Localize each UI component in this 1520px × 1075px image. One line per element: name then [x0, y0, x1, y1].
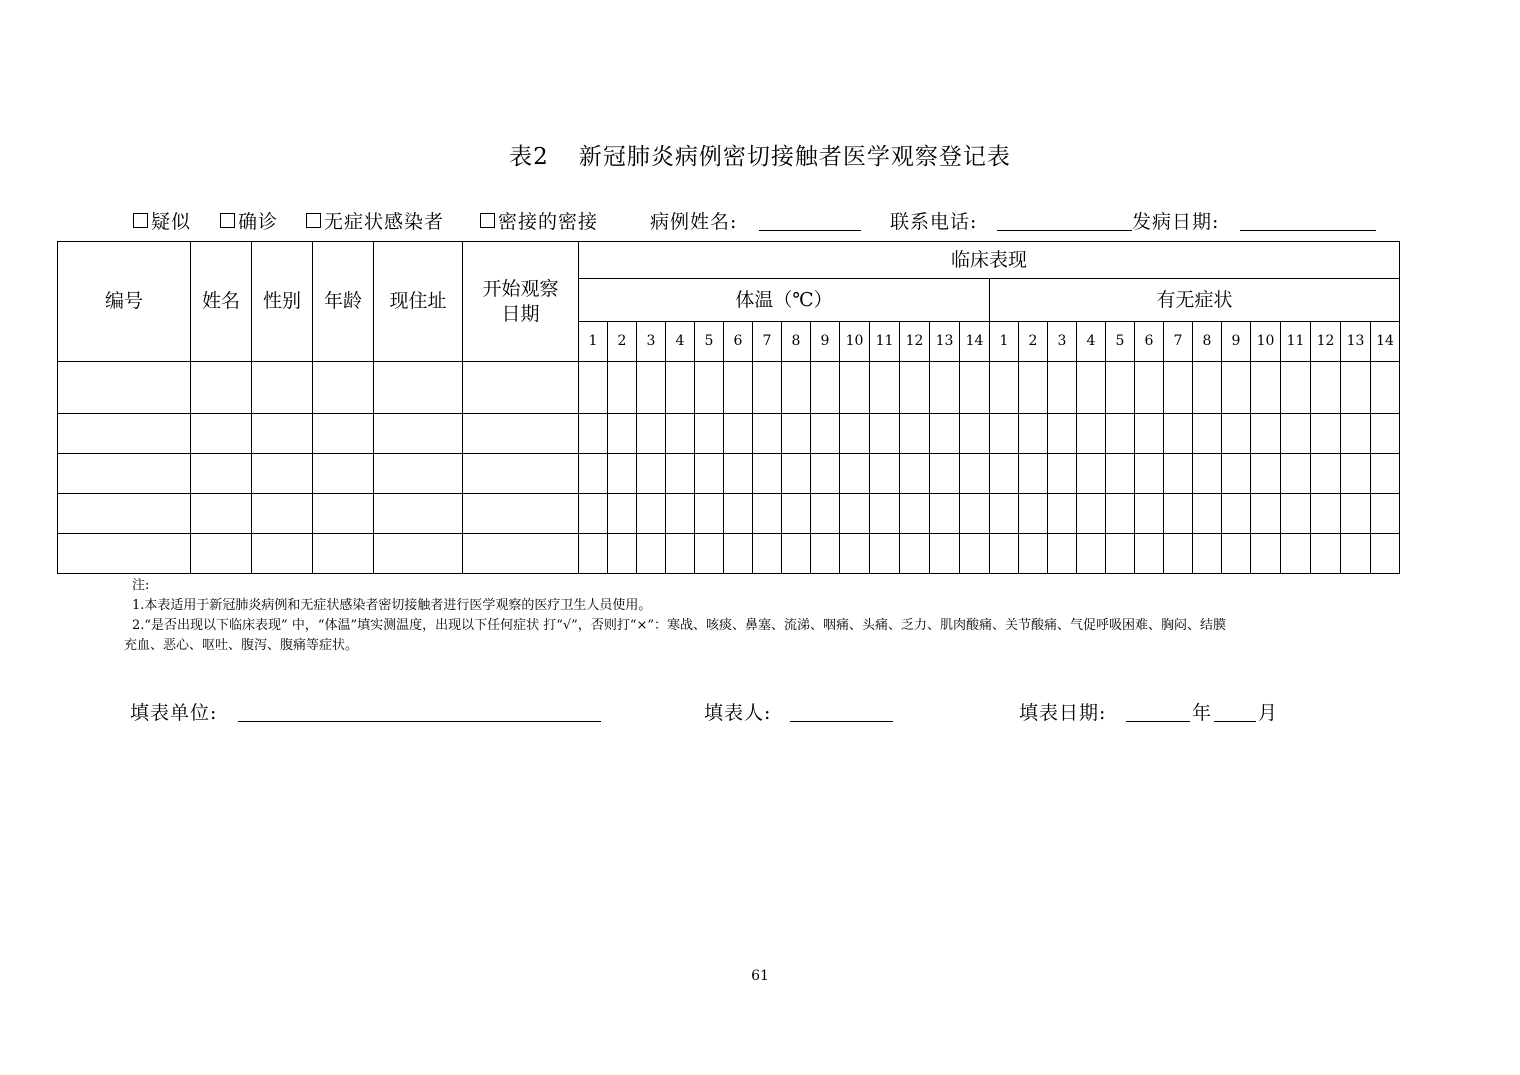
cell-temperature[interactable] [811, 494, 840, 534]
cell-symptom[interactable] [1077, 414, 1106, 454]
table-row [58, 362, 1400, 414]
cell-temperature[interactable] [782, 494, 811, 534]
cell-temperature[interactable] [695, 494, 724, 534]
cell-symptom[interactable] [1341, 534, 1371, 574]
cell-symptom[interactable] [990, 454, 1019, 494]
cell-symptom[interactable] [1106, 362, 1135, 414]
cell-temperature[interactable] [753, 494, 782, 534]
year-label: 年 [1192, 702, 1213, 724]
cell-temperature[interactable] [960, 494, 990, 534]
cell-symptom[interactable] [1311, 362, 1341, 414]
cell-symptom[interactable] [1048, 454, 1077, 494]
phone-field[interactable] [997, 230, 1132, 231]
cell-symptom[interactable] [1193, 454, 1222, 494]
cell-temperature[interactable] [753, 454, 782, 494]
symptom-day-12: 12 [1311, 322, 1341, 362]
cell-symptom[interactable] [1106, 454, 1135, 494]
cell-address[interactable] [374, 454, 463, 494]
cell-symptom[interactable] [1077, 362, 1106, 414]
cell-symptom[interactable] [1222, 454, 1251, 494]
header-temperature: 体温（℃） [579, 279, 990, 322]
temp-day-14: 14 [960, 322, 990, 362]
cell-temperature[interactable] [900, 534, 930, 574]
table-row [58, 534, 1400, 574]
cell-sex[interactable] [252, 494, 313, 534]
cell-symptom[interactable] [1164, 362, 1193, 414]
cell-symptom[interactable] [1193, 414, 1222, 454]
cell-temperature[interactable] [930, 362, 960, 414]
cell-symptom[interactable] [1341, 494, 1371, 534]
cell-address[interactable] [374, 494, 463, 534]
cell-temperature[interactable] [960, 454, 990, 494]
cell-symptom[interactable] [1341, 414, 1371, 454]
cell-id[interactable] [58, 454, 191, 494]
cell-temperature[interactable] [695, 362, 724, 414]
cell-temperature[interactable] [870, 534, 900, 574]
cell-start-date[interactable] [463, 414, 579, 454]
cell-symptom[interactable] [1077, 454, 1106, 494]
temp-day-7: 7 [753, 322, 782, 362]
cell-symptom[interactable] [1019, 454, 1048, 494]
case-type-options [133, 207, 1393, 237]
cell-temperature[interactable] [695, 454, 724, 494]
cell-temperature[interactable] [724, 414, 753, 454]
cell-age[interactable] [313, 454, 374, 494]
cell-symptom[interactable] [1135, 362, 1164, 414]
month-label: 月 [1258, 702, 1279, 724]
note-1: 1.本表适用于新冠肺炎病例和无症状感染者密切接触者进行医学观察的医疗卫生人员使用。 [132, 598, 652, 613]
cell-symptom[interactable] [1281, 494, 1311, 534]
cell-temperature[interactable] [724, 494, 753, 534]
cell-temperature[interactable] [870, 414, 900, 454]
cell-temperature[interactable] [579, 534, 608, 574]
cell-temperature[interactable] [666, 414, 695, 454]
cell-temperature[interactable] [930, 534, 960, 574]
temp-day-6: 6 [724, 322, 753, 362]
onset-date-field[interactable] [1240, 230, 1376, 231]
cell-symptom[interactable] [1019, 494, 1048, 534]
cell-temperature[interactable] [930, 454, 960, 494]
cell-age[interactable] [313, 534, 374, 574]
cell-temperature[interactable] [840, 414, 870, 454]
cell-symptom[interactable] [990, 414, 1019, 454]
table-row [58, 414, 1400, 454]
temp-day-9: 9 [811, 322, 840, 362]
cell-symptom[interactable] [1048, 414, 1077, 454]
cell-name[interactable] [191, 494, 252, 534]
cell-temperature[interactable] [811, 534, 840, 574]
cell-temperature[interactable] [840, 534, 870, 574]
cell-temperature[interactable] [666, 534, 695, 574]
cell-symptom[interactable] [1222, 534, 1251, 574]
cell-symptom[interactable] [1281, 362, 1311, 414]
cell-symptom[interactable] [1281, 534, 1311, 574]
cell-symptom[interactable] [1164, 454, 1193, 494]
cell-temperature[interactable] [840, 362, 870, 414]
temp-day-8: 8 [782, 322, 811, 362]
cell-temperature[interactable] [930, 494, 960, 534]
cell-temperature[interactable] [579, 494, 608, 534]
cell-sex[interactable] [252, 534, 313, 574]
cell-symptom[interactable] [1077, 494, 1106, 534]
cell-symptom[interactable] [1019, 534, 1048, 574]
header-start-date-line2: 日期 [501, 302, 540, 325]
cell-symptom[interactable] [1193, 362, 1222, 414]
cell-temperature[interactable] [782, 362, 811, 414]
cell-symptom[interactable] [1222, 494, 1251, 534]
temp-day-4: 4 [666, 322, 695, 362]
checkbox-suspected[interactable] [133, 213, 148, 228]
cell-symptom[interactable] [1135, 534, 1164, 574]
cell-temperature[interactable] [811, 454, 840, 494]
cell-symptom[interactable] [1164, 414, 1193, 454]
note-2-continued: 充血、恶心、呕吐、腹泻、腹痛等症状。 [124, 638, 359, 653]
cell-temperature[interactable] [695, 534, 724, 574]
cell-symptom[interactable] [1251, 454, 1281, 494]
cell-id[interactable] [58, 534, 191, 574]
cell-symptom[interactable] [1371, 534, 1400, 574]
cell-temperature[interactable] [900, 362, 930, 414]
symptom-day-13: 13 [1341, 322, 1371, 362]
cell-symptom[interactable] [1193, 534, 1222, 574]
cell-id[interactable] [58, 362, 191, 414]
cell-symptom[interactable] [1048, 494, 1077, 534]
cell-symptom[interactable] [1371, 454, 1400, 494]
cell-symptom[interactable] [1077, 534, 1106, 574]
header-symptoms: 有无症状 [990, 279, 1400, 322]
temp-day-2: 2 [608, 322, 637, 362]
checkbox-asymptomatic[interactable] [306, 213, 321, 228]
cell-symptom[interactable] [1371, 414, 1400, 454]
cell-start-date[interactable] [463, 534, 579, 574]
cell-temperature[interactable] [782, 534, 811, 574]
symptom-day-9: 9 [1222, 322, 1251, 362]
cell-symptom[interactable] [1251, 534, 1281, 574]
temp-day-1: 1 [579, 322, 608, 362]
cell-symptom[interactable] [990, 362, 1019, 414]
cell-address[interactable] [374, 534, 463, 574]
cell-name[interactable] [191, 454, 252, 494]
cell-symptom[interactable] [990, 534, 1019, 574]
cell-sex[interactable] [252, 362, 313, 414]
symptom-day-2: 2 [1019, 322, 1048, 362]
fill-date-label: 填表日期: [1019, 702, 1107, 724]
cell-temperature[interactable] [666, 494, 695, 534]
header-start-date-line1: 开始观察 [482, 277, 559, 300]
cell-temperature[interactable] [579, 362, 608, 414]
table-number: 表2 [509, 144, 549, 170]
cell-temperature[interactable] [782, 454, 811, 494]
cell-temperature[interactable] [608, 454, 637, 494]
symptom-day-3: 3 [1048, 322, 1077, 362]
cell-symptom[interactable] [1341, 362, 1371, 414]
header-address: 现住址 [374, 242, 463, 362]
fill-year-field[interactable] [1126, 721, 1190, 722]
cell-temperature[interactable] [579, 414, 608, 454]
cell-age[interactable] [313, 362, 374, 414]
cell-temperature[interactable] [753, 534, 782, 574]
header-age: 年龄 [313, 242, 374, 362]
cell-symptom[interactable] [1048, 362, 1077, 414]
cell-temperature[interactable] [870, 494, 900, 534]
cell-symptom[interactable] [1135, 454, 1164, 494]
cell-symptom[interactable] [1135, 414, 1164, 454]
cell-symptom[interactable] [1135, 494, 1164, 534]
temp-day-11: 11 [870, 322, 900, 362]
case-name-field[interactable] [759, 230, 861, 231]
observation-table [57, 241, 1400, 574]
cell-temperature[interactable] [608, 494, 637, 534]
symptom-day-1: 1 [990, 322, 1019, 362]
symptom-day-7: 7 [1164, 322, 1193, 362]
fill-unit-field[interactable] [238, 721, 601, 722]
cell-sex[interactable] [252, 454, 313, 494]
cell-temperature[interactable] [724, 362, 753, 414]
cell-symptom[interactable] [1311, 494, 1341, 534]
title-text: 新冠肺炎病例密切接触者医学观察登记表 [578, 144, 1011, 170]
cell-symptom[interactable] [1311, 414, 1341, 454]
temp-day-10: 10 [840, 322, 870, 362]
temp-day-3: 3 [637, 322, 666, 362]
cell-start-date[interactable] [463, 362, 579, 414]
cell-address[interactable] [374, 362, 463, 414]
cell-temperature[interactable] [637, 414, 666, 454]
cell-symptom[interactable] [1048, 534, 1077, 574]
cell-temperature[interactable] [695, 414, 724, 454]
cell-temperature[interactable] [811, 414, 840, 454]
cell-temperature[interactable] [840, 494, 870, 534]
cell-symptom[interactable] [990, 494, 1019, 534]
cell-temperature[interactable] [637, 454, 666, 494]
option-confirmed[interactable]: 确诊 [220, 207, 278, 234]
cell-temperature[interactable] [960, 414, 990, 454]
temp-day-12: 12 [900, 322, 930, 362]
cell-temperature[interactable] [870, 362, 900, 414]
onset-date-label: 发病日期: [1132, 211, 1220, 233]
cell-temperature[interactable] [724, 534, 753, 574]
form-title [0, 138, 1520, 171]
notes-label: 注: [132, 578, 150, 593]
table-row [58, 494, 1400, 534]
cell-symptom[interactable] [1371, 494, 1400, 534]
symptom-day-4: 4 [1077, 322, 1106, 362]
fill-month-field[interactable] [1214, 721, 1256, 722]
cell-temperature[interactable] [900, 454, 930, 494]
header-clinical: 临床表现 [579, 242, 1400, 279]
cell-symptom[interactable] [1251, 414, 1281, 454]
cell-id[interactable] [58, 494, 191, 534]
symptom-day-11: 11 [1281, 322, 1311, 362]
cell-symptom[interactable] [1281, 414, 1311, 454]
cell-symptom[interactable] [1251, 362, 1281, 414]
note-2: 2.“是否出现以下临床表现” 中，“体温”填实测温度，出现以下任何症状 打“√”，否则打“×”：寒战、咳痰、鼻塞、流涕、咽痛、头痛、乏力、肌肉酸痛、关节酸痛、气促呼吸困难、胸闷、结膜 [132, 618, 1227, 633]
cell-symptom[interactable] [1164, 534, 1193, 574]
cell-symptom[interactable] [1019, 414, 1048, 454]
cell-symptom[interactable] [1019, 362, 1048, 414]
cell-age[interactable] [313, 494, 374, 534]
symptom-day-8: 8 [1193, 322, 1222, 362]
symptom-day-10: 10 [1251, 322, 1281, 362]
cell-temperature[interactable] [870, 454, 900, 494]
option-asymptomatic[interactable]: 无症状感染者 [306, 207, 444, 234]
page-number: 61 [751, 968, 769, 984]
cell-temperature[interactable] [900, 414, 930, 454]
cell-age[interactable] [313, 414, 374, 454]
header-start-date [463, 242, 579, 362]
case-name-label: 病例姓名: [650, 211, 738, 233]
cell-temperature[interactable] [811, 362, 840, 414]
notes [124, 576, 1389, 656]
cell-symptom[interactable] [1222, 414, 1251, 454]
phone-label: 联系电话: [890, 211, 978, 233]
cell-symptom[interactable] [1106, 534, 1135, 574]
cell-temperature[interactable] [579, 454, 608, 494]
filler-label: 填表人: [704, 702, 772, 724]
cell-temperature[interactable] [900, 494, 930, 534]
cell-name[interactable] [191, 414, 252, 454]
cell-id[interactable] [58, 414, 191, 454]
option-secondary-contact[interactable]: 密接的密接 [480, 207, 598, 234]
cell-symptom[interactable] [1281, 454, 1311, 494]
symptom-day-6: 6 [1135, 322, 1164, 362]
temp-day-5: 5 [695, 322, 724, 362]
fill-unit-label: 填表单位: [130, 702, 218, 724]
cell-symptom[interactable] [1341, 454, 1371, 494]
cell-temperature[interactable] [608, 534, 637, 574]
cell-symptom[interactable] [1311, 534, 1341, 574]
cell-temperature[interactable] [724, 454, 753, 494]
cell-temperature[interactable] [608, 362, 637, 414]
cell-temperature[interactable] [666, 362, 695, 414]
cell-start-date[interactable] [463, 454, 579, 494]
cell-symptom[interactable] [1311, 454, 1341, 494]
cell-temperature[interactable] [608, 414, 637, 454]
cell-temperature[interactable] [666, 454, 695, 494]
cell-name[interactable] [191, 534, 252, 574]
cell-symptom[interactable] [1251, 494, 1281, 534]
cell-temperature[interactable] [637, 362, 666, 414]
table-row [58, 454, 1400, 494]
cell-symptom[interactable] [1106, 414, 1135, 454]
cell-temperature[interactable] [782, 414, 811, 454]
cell-address[interactable] [374, 414, 463, 454]
cell-symptom[interactable] [1371, 362, 1400, 414]
cell-temperature[interactable] [637, 534, 666, 574]
cell-sex[interactable] [252, 414, 313, 454]
header-id: 编号 [58, 242, 191, 362]
cell-temperature[interactable] [753, 414, 782, 454]
cell-temperature[interactable] [930, 414, 960, 454]
option-suspected[interactable]: 疑似 [133, 207, 191, 234]
cell-symptom[interactable] [1164, 494, 1193, 534]
cell-temperature[interactable] [753, 362, 782, 414]
cell-symptom[interactable] [1193, 494, 1222, 534]
header-name: 姓名 [191, 242, 252, 362]
form-footer [130, 698, 1390, 728]
cell-temperature[interactable] [637, 494, 666, 534]
symptom-day-14: 14 [1371, 322, 1400, 362]
symptom-day-5: 5 [1106, 322, 1135, 362]
temp-day-13: 13 [930, 322, 960, 362]
cell-temperature[interactable] [960, 362, 990, 414]
filler-field[interactable] [790, 721, 893, 722]
cell-temperature[interactable] [840, 454, 870, 494]
cell-symptom[interactable] [1106, 494, 1135, 534]
checkbox-confirmed[interactable] [220, 213, 235, 228]
cell-name[interactable] [191, 362, 252, 414]
header-sex: 性别 [252, 242, 313, 362]
cell-temperature[interactable] [960, 534, 990, 574]
checkbox-secondary-contact[interactable] [480, 213, 495, 228]
cell-symptom[interactable] [1222, 362, 1251, 414]
cell-start-date[interactable] [463, 494, 579, 534]
